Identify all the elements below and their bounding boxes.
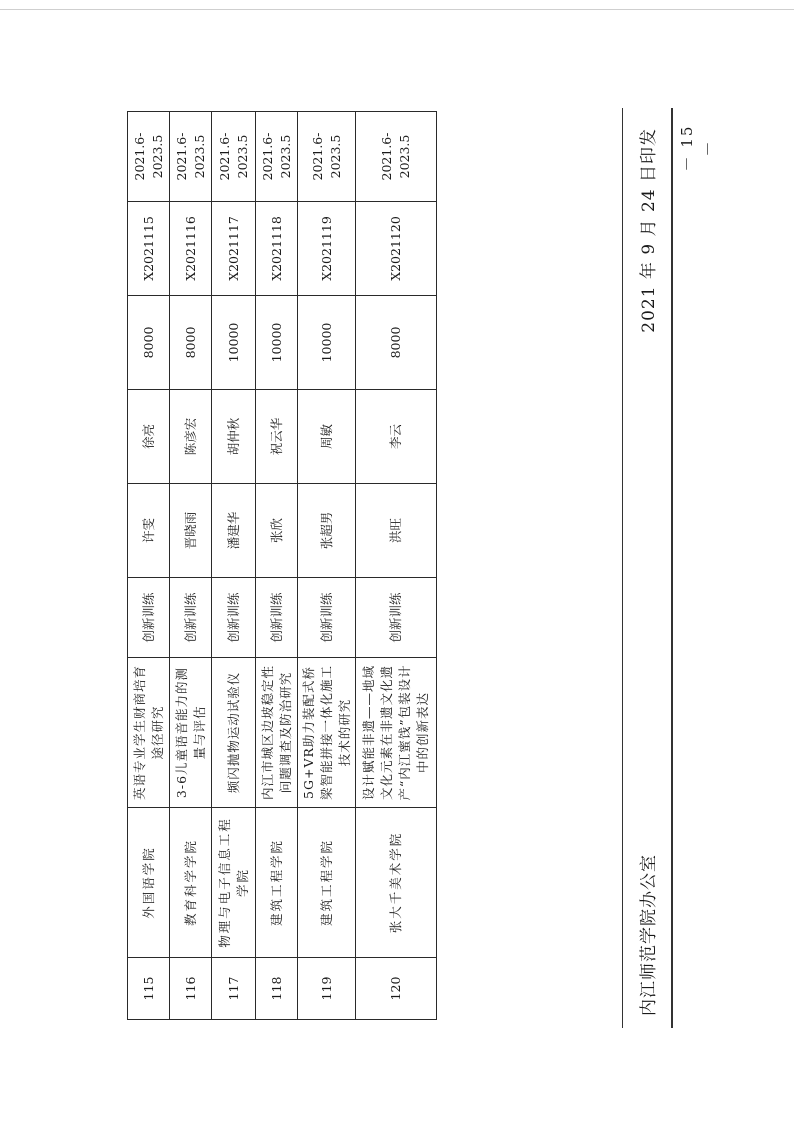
row-number: 119 bbox=[298, 958, 356, 1020]
project-period: 2021.6-2023.5 bbox=[356, 112, 437, 202]
advisor: 徐亮 bbox=[128, 390, 170, 484]
college: 建筑工程学院 bbox=[256, 808, 298, 958]
project-code: X2021115 bbox=[128, 202, 170, 296]
college: 外国语学院 bbox=[128, 808, 170, 958]
project-type: 创新训练 bbox=[212, 578, 256, 658]
funding: 10000 bbox=[212, 296, 256, 390]
advisor: 李云 bbox=[356, 390, 437, 484]
project-code: X2021118 bbox=[256, 202, 298, 296]
document-footer bbox=[622, 108, 672, 1028]
project-leader: 许雯 bbox=[128, 484, 170, 578]
college: 建筑工程学院 bbox=[298, 808, 356, 958]
project-period: 2021.6-2023.5 bbox=[256, 112, 298, 202]
funding: 10000 bbox=[298, 296, 356, 390]
project-table bbox=[127, 111, 437, 1020]
funding: 8000 bbox=[170, 296, 212, 390]
page-number: － 15 － bbox=[678, 124, 717, 172]
project-title: 内江市城区边坡稳定性问题调查及防治研究 bbox=[256, 658, 298, 808]
project-code: X2021117 bbox=[212, 202, 256, 296]
project-period: 2021.6-2023.5 bbox=[298, 112, 356, 202]
project-type: 创新训练 bbox=[356, 578, 437, 658]
table-row bbox=[256, 112, 298, 1020]
project-title: 3-6儿童语音能力的测量与评估 bbox=[170, 658, 212, 808]
project-period: 2021.6-2023.5 bbox=[170, 112, 212, 202]
project-code: X2021119 bbox=[298, 202, 356, 296]
project-title: 5G+VR助力装配式桥梁智能拼接一体化施工技术的研究 bbox=[298, 658, 356, 808]
project-code: X2021116 bbox=[170, 202, 212, 296]
row-number: 120 bbox=[356, 958, 437, 1020]
project-period: 2021.6-2023.5 bbox=[212, 112, 256, 202]
top-rule bbox=[0, 9, 794, 10]
project-leader: 张欣 bbox=[256, 484, 298, 578]
table-row bbox=[170, 112, 212, 1020]
advisor: 祝云华 bbox=[256, 390, 298, 484]
row-number: 118 bbox=[256, 958, 298, 1020]
college: 张大千美术学院 bbox=[356, 808, 437, 958]
table-row bbox=[212, 112, 256, 1020]
college: 教育科学学院 bbox=[170, 808, 212, 958]
table-row bbox=[356, 112, 437, 1020]
project-leader: 张超男 bbox=[298, 484, 356, 578]
project-title: 设计赋能非遗——地域文化元素在非遗文化遗产“内江蜜饯”包装设计中的创新表达 bbox=[356, 658, 437, 808]
project-leader: 晋晓雨 bbox=[170, 484, 212, 578]
project-table-rotated bbox=[127, 112, 436, 1020]
issuer-office: 内江师范学院办公室 bbox=[639, 854, 659, 1016]
issue-date: 2021 年 9 月 24 日印发 bbox=[639, 128, 659, 333]
table-row bbox=[128, 112, 170, 1020]
footer-top-rule bbox=[622, 108, 623, 1028]
project-type: 创新训练 bbox=[298, 578, 356, 658]
project-type: 创新训练 bbox=[256, 578, 298, 658]
row-number: 115 bbox=[128, 958, 170, 1020]
project-period: 2021.6-2023.5 bbox=[128, 112, 170, 202]
project-title: 频闪抛物运动试验仪 bbox=[212, 658, 256, 808]
project-leader: 洪旺 bbox=[356, 484, 437, 578]
funding: 8000 bbox=[128, 296, 170, 390]
project-code: X2021120 bbox=[356, 202, 437, 296]
college: 物理与电子信息工程学院 bbox=[212, 808, 256, 958]
project-type: 创新训练 bbox=[128, 578, 170, 658]
funding: 8000 bbox=[356, 296, 437, 390]
project-type: 创新训练 bbox=[170, 578, 212, 658]
advisor: 胡仲秋 bbox=[212, 390, 256, 484]
funding: 10000 bbox=[256, 296, 298, 390]
table-row bbox=[298, 112, 356, 1020]
project-leader: 潘建华 bbox=[212, 484, 256, 578]
row-number: 117 bbox=[212, 958, 256, 1020]
footer-bottom-rule bbox=[671, 108, 673, 1028]
row-number: 116 bbox=[170, 958, 212, 1020]
advisor: 周敏 bbox=[298, 390, 356, 484]
project-title: 英语专业学生财商培育途径研究 bbox=[128, 658, 170, 808]
advisor: 陈彦宏 bbox=[170, 390, 212, 484]
